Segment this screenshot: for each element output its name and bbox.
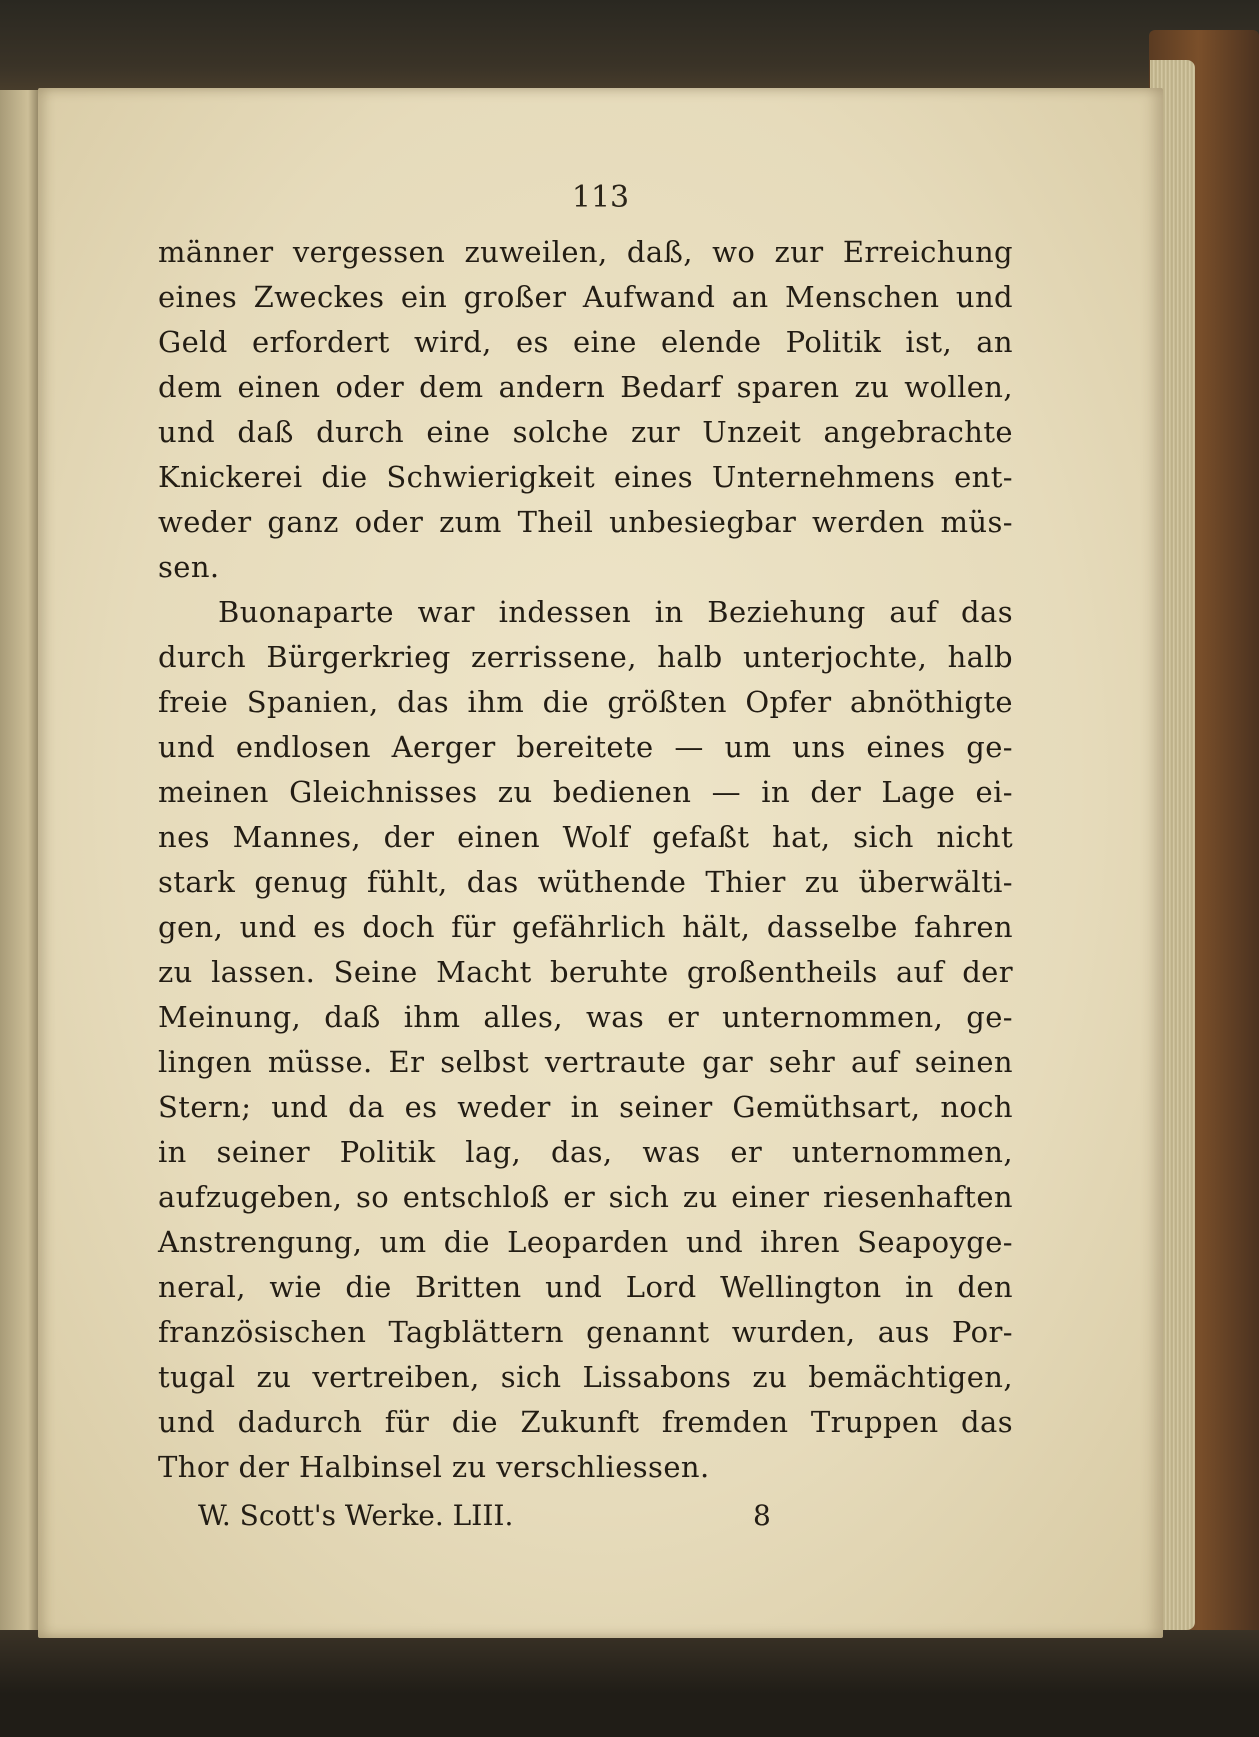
paragraph-start: Buonaparte war indessen in Beziehung auf das [218,595,1013,629]
text-line: und daß durch eine solche zur Unzeit angebrachte [158,415,1013,449]
text-line: Knickerei die Schwierigkeit eines Unternehmens ent- [158,460,1013,494]
book-cover-top [0,0,1259,95]
text-line: sen. [158,550,220,584]
text-line: dem einen oder dem andern Bedarf sparen zu wollen, [158,370,1013,404]
text-line: Meinung, daß ihm alles, was er unternommen, ge- [158,1000,1013,1034]
text-line: nes Mannes, der einen Wolf gefaßt hat, sich nicht [158,820,1013,854]
text-line: durch Bürgerkrieg zerrissene, halb unterjochte, halb [158,640,1013,674]
text-line: männer vergessen zuweilen, daß, wo zur Erreichung [158,235,1013,269]
book-page [38,88,1163,1638]
text-line: weder ganz oder zum Theil unbesiegbar werden müs- [158,505,1013,539]
page-footer [158,1493,1013,1538]
text-line: eines Zweckes ein großer Aufwand an Menschen und [158,280,1013,314]
text-line: und dadurch für die Zukunft fremden Truppen das [158,1405,1013,1439]
body-text [158,230,1013,1490]
text-line: Anstrengung, um die Leoparden und ihren Seapoyge- [158,1225,1013,1259]
printer-signature: W. Scott's Werke. LIII. [198,1499,514,1532]
text-line: gen, und es doch für gefährlich hält, dasselbe fahren [158,910,1013,944]
page-number: 113 [571,180,630,215]
sheet-mark: 8 [753,1499,771,1532]
text-line: stark genug fühlt, das wüthende Thier zu überwälti- [158,865,1013,899]
text-line: in seiner Politik lag, das, was er unternommen, [158,1135,1013,1169]
text-line: aufzugeben, so entschloß er sich zu einer riesenhaften [158,1180,1013,1214]
text-line: meinen Gleichnisses zu bedienen — in der Lage ei- [158,775,1013,809]
text-line: Thor der Halbinsel zu verschliessen. [158,1450,710,1484]
text-line: Geld erfordert wird, es eine elende Politik ist, an [158,325,1013,359]
text-line: französischen Tagblättern genannt wurden, aus Por- [158,1315,1013,1349]
facing-page-edge [0,90,40,1650]
text-line: Stern; und da es weder in seiner Gemüthsart, noch [158,1090,1013,1124]
text-line: neral, wie die Britten und Lord Wellington in den [158,1270,1013,1304]
text-line: lingen müsse. Er selbst vertraute gar sehr auf seinen [158,1045,1013,1079]
text-line: und endlosen Aerger bereitete — um uns eines ge- [158,730,1013,764]
text-line: freie Spanien, das ihm die größten Opfer abnöthigte [158,685,1013,719]
text-line: tugal zu vertreiben, sich Lissabons zu bemächtigen, [158,1360,1013,1394]
book-cover-bottom [0,1630,1259,1737]
text-line: zu lassen. Seine Macht beruhte großentheils auf der [158,955,1013,989]
